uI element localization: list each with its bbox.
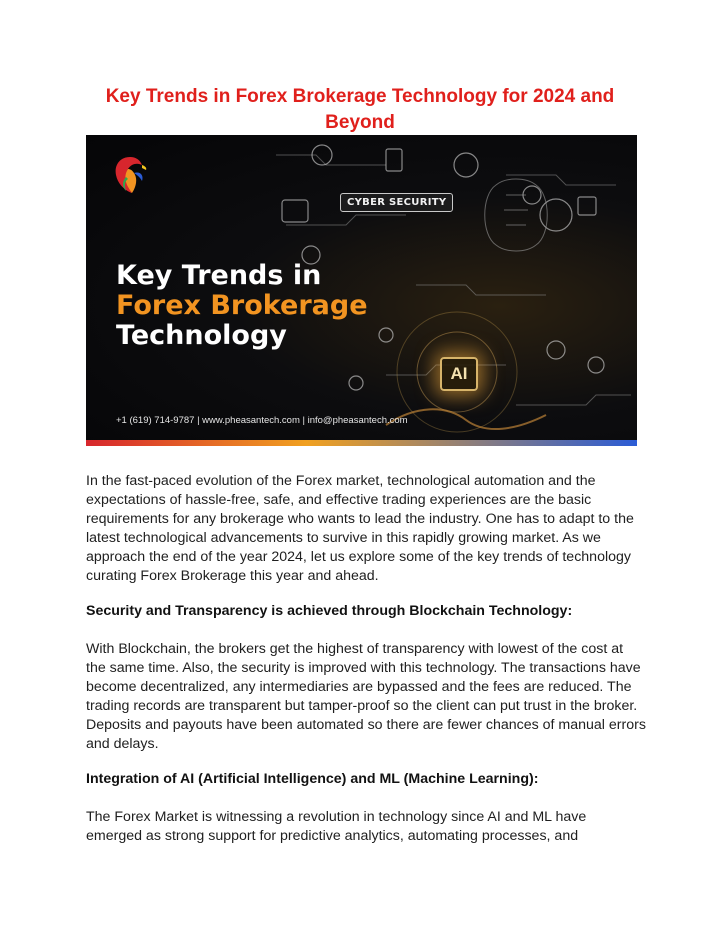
section1-heading: Security and Transparency is achieved through Blockchain Technology:: [86, 603, 573, 619]
banner-heading-line2: Forex Brokerage: [116, 290, 368, 321]
section2-paragraph: The Forex Market is witnessing a revolution in technology since AI and ML have emerged as strong support for predictive analytics, automating processes, and: [86, 809, 587, 844]
banner-image: [86, 135, 637, 446]
section1-paragraph: With Blockchain, the brokers get the highest of transparency with lowest of the cost at the same time. Also, the security is improved with this technology. The transactions have become decentralized, any intermediaries are bypassed and the fees are reduced. The trading records are transparent but tamper-proof so the client can put trust in the broker. Deposits and payouts have been automated so there are fewer chances of manual errors and delays.: [86, 641, 646, 752]
section2-heading: Integration of AI (Artificial Intelligence) and ML (Machine Learning):: [86, 771, 539, 787]
banner-heading-line1: Key Trends in: [116, 260, 322, 291]
pheasant-bird-logo-icon: [112, 155, 148, 195]
banner-heading-line3: Technology: [116, 320, 287, 351]
intro-paragraph: In the fast-paced evolution of the Forex market, technological automation and the expectations of hassle-free, safe, and effective trading experiences are the basic requirements for any brokerage who wants to lead the industry. One has to adapt to the latest technological advancements to survive in this rapidly growing market. As we approach the end of the year 2024, let us explore some of the key trends of technology curating Forex Brokerage this year and ahead.: [86, 473, 634, 584]
document-title: Key Trends in Forex Brokerage Technology for 2024 and Beyond: [105, 86, 615, 133]
cyber-security-label: CYBER SECURITY: [340, 193, 453, 212]
banner-contact-info: +1 (619) 714-9787 | www.pheasantech.com | info@pheasantech.com: [116, 415, 408, 426]
banner-color-bar: [86, 440, 637, 446]
ai-chip-icon: AI: [440, 357, 478, 391]
banner-heading: [116, 261, 368, 351]
